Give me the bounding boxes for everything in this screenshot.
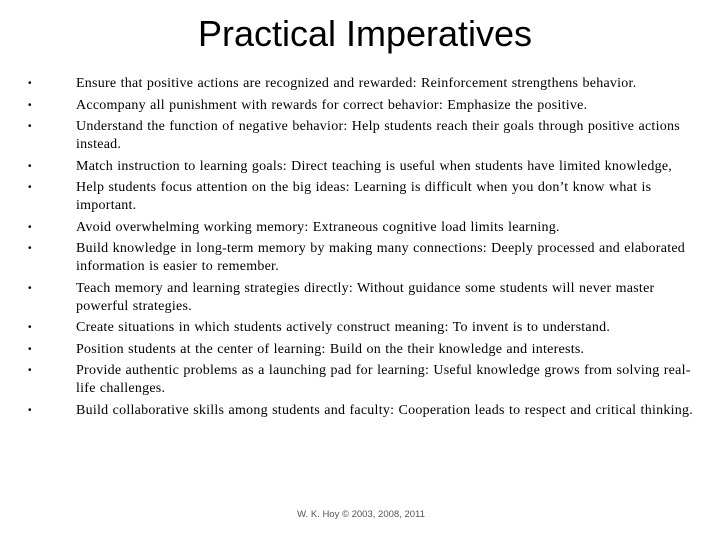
bullet-item bbox=[28, 179, 708, 215]
bullet-item bbox=[28, 75, 708, 93]
bullet-icon: • bbox=[28, 343, 32, 355]
bullet-icon: • bbox=[28, 322, 32, 333]
bullet-text: Provide authentic problems as a launching pad for learning: Useful knowledge grows from solving real-life challenges. bbox=[76, 363, 691, 396]
bullet-text: Avoid overwhelming working memory: Extraneous cognitive load limits learning. bbox=[76, 219, 560, 235]
bullet-item bbox=[28, 402, 708, 420]
bullet-text: Match instruction to learning goals: Direct teaching is useful when students have limited knowledge, bbox=[76, 158, 673, 174]
bullet-text: Build collaborative skills among students and faculty: Cooperation leads to respect and critical thinking. bbox=[76, 402, 693, 418]
bullet-icon: • bbox=[28, 404, 32, 416]
bullet-text: Teach memory and learning strategies directly: Without guidance some students will never master powerful strategies. bbox=[76, 280, 655, 314]
bullet-text: Understand the function of negative behavior: Help students reach their goals through positive actions instead. bbox=[76, 119, 680, 152]
bullet-icon: • bbox=[28, 182, 32, 193]
bullet-item bbox=[28, 362, 708, 398]
bullet-text: Ensure that positive actions are recognized and rewarded: Reinforcement strengthens behavior. bbox=[76, 76, 637, 91]
bullet-icon: • bbox=[28, 160, 32, 172]
bullet-item bbox=[28, 219, 708, 237]
bullet-text: Position students at the center of learning: Build on the their knowledge and interests. bbox=[76, 341, 585, 357]
bullet-text: Help students focus attention on the big ideas: Learning is difficult when you don’t know what is important. bbox=[76, 180, 652, 213]
bullet-item bbox=[28, 280, 708, 316]
bullet-icon: • bbox=[28, 221, 32, 233]
bullet-list bbox=[28, 75, 708, 423]
bullet-item bbox=[28, 240, 708, 276]
bullet-icon: • bbox=[28, 282, 32, 294]
bullet-item bbox=[28, 158, 708, 176]
bullet-text: Build knowledge in long-term memory by making many connections: Deeply processed and elaborated information is easier to remember. bbox=[76, 241, 686, 274]
slide-title: Practical Imperatives bbox=[197, 13, 533, 54]
bullet-icon: • bbox=[28, 121, 32, 132]
bullet-item bbox=[28, 341, 708, 359]
bullet-text: Accompany all punishment with rewards for correct behavior: Emphasize the positive. bbox=[76, 97, 588, 113]
bullet-icon: • bbox=[28, 78, 32, 89]
footer-credit: W. K. Hoy © 2003, 2008, 2011 bbox=[297, 509, 425, 520]
bullet-icon: • bbox=[28, 99, 32, 111]
bullet-text: Create situations in which students actively construct meaning: To invent is to understand. bbox=[76, 320, 611, 335]
bullet-item bbox=[28, 319, 708, 337]
bullet-icon: • bbox=[28, 243, 32, 254]
bullet-item bbox=[28, 118, 708, 154]
bullet-item bbox=[28, 97, 708, 115]
bullet-icon: • bbox=[28, 365, 32, 376]
